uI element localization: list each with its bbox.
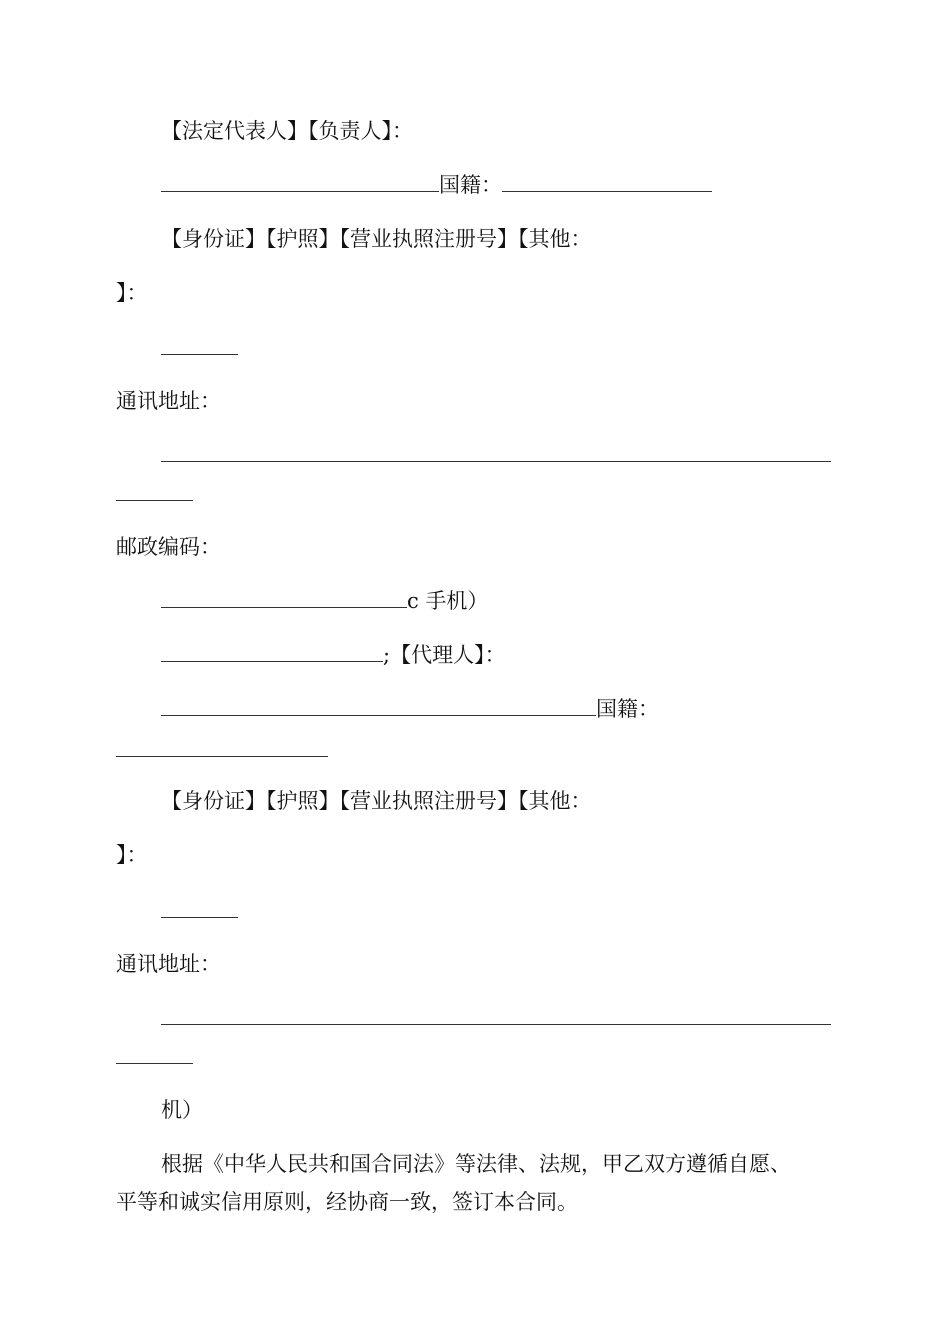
- address-blank-2[interactable]: [161, 1024, 831, 1025]
- machine-label: 机）: [161, 1098, 203, 1122]
- postal-code-blank[interactable]: [161, 587, 407, 608]
- preamble-line-2: 平等和诚实信用原则，经协商一致，签订本合同。: [116, 1190, 578, 1214]
- address-blank-2-continued[interactable]: [116, 1063, 193, 1064]
- mobile-blank[interactable]: [161, 641, 383, 662]
- address-blank-1[interactable]: [161, 461, 831, 462]
- agent-label: ;【代理人】：: [383, 643, 506, 667]
- preamble-line-1: 根据《中华人民共和国合同法》等法律、法规，甲乙双方遵循自愿、: [161, 1152, 791, 1176]
- postal-code-label: 邮政编码：: [116, 535, 221, 559]
- address-blank-1-continued[interactable]: [116, 500, 193, 501]
- agent-row: [161, 640, 506, 670]
- mobile-row: [161, 586, 488, 616]
- id-number-blank-1[interactable]: [161, 354, 238, 355]
- name-blank-1[interactable]: [161, 171, 439, 192]
- id-close-row-2: 】：: [116, 843, 148, 867]
- id-types-row-1: 【身份证】【护照】【营业执照注册号】【其他：: [161, 227, 592, 251]
- nationality-blank-2[interactable]: [116, 756, 328, 757]
- agent-name-blank[interactable]: [161, 695, 596, 716]
- legal-rep-label: 【法定代表人】【负责人】：: [161, 119, 413, 143]
- nationality-row-2: [161, 694, 659, 724]
- id-types-row-2: 【身份证】【护照】【营业执照注册号】【其他：: [161, 789, 592, 813]
- address-label-1: 通讯地址：: [116, 389, 221, 413]
- nationality-blank-1[interactable]: [502, 171, 712, 192]
- nationality-label-1: 国籍：: [439, 173, 502, 197]
- address-label-2: 通讯地址：: [116, 952, 221, 976]
- nationality-label-2: 国籍：: [596, 697, 659, 721]
- id-close-row-1: 】：: [116, 281, 148, 305]
- nationality-row-1: [161, 170, 712, 200]
- id-number-blank-2[interactable]: [161, 917, 238, 918]
- mobile-label: c 手机）: [407, 589, 489, 613]
